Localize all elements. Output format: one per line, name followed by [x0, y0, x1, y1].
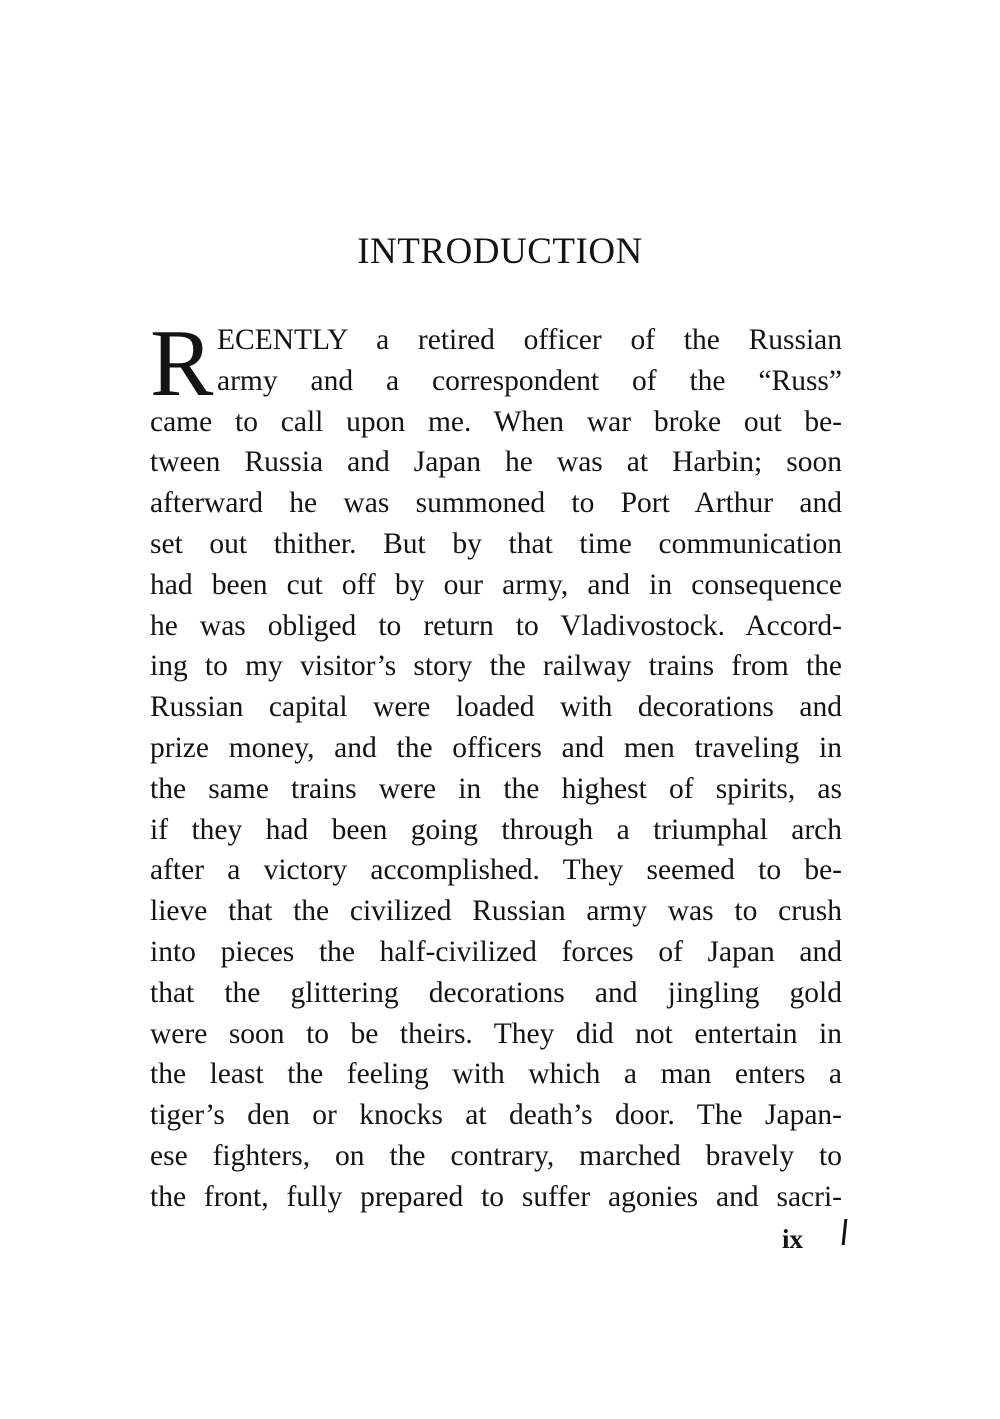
text-line: army and a correspondent of the “Russ” [217, 364, 842, 397]
text-line: ese fighters, on the contrary, marched bravely to [150, 1139, 842, 1172]
text-line: the same trains were in the highest of spirits, as [150, 772, 842, 805]
body-text [150, 310, 842, 1218]
text-line: the least the feeling with which a man enters a [150, 1058, 842, 1091]
text-line: he was obliged to return to Vladivostock. Accord- [150, 609, 842, 642]
text-line: if they had been going through a triumphal arch [150, 813, 842, 846]
page-number: ix [782, 1224, 804, 1254]
text-line: had been cut off by our army, and in consequence [150, 568, 842, 601]
text-line: tiger’s den or knocks at death’s door. The Japan- [150, 1099, 842, 1132]
text-line: into pieces the half-civilized forces of Japan and [150, 935, 842, 968]
text-line: set out thither. But by that time communication [150, 527, 842, 560]
drop-cap: R [150, 310, 214, 416]
text-line: ECENTLY a retired officer of the Russian [217, 324, 842, 356]
text-line: that the glittering decorations and jingling gold [150, 976, 842, 1009]
text-line: came to call upon me. When war broke out be- [150, 405, 842, 438]
text-line: ing to my visitor’s story the railway trains from the [150, 650, 842, 683]
text-line: Russian capital were loaded with decorations and [150, 691, 842, 724]
text-line: prize money, and the officers and men traveling in [150, 731, 842, 764]
margin-mark [842, 1219, 848, 1245]
text-line: after a victory accomplished. They seemed to be- [150, 854, 842, 887]
text-line: the front, fully prepared to suffer agonies and sacri- [150, 1180, 842, 1213]
text-line: afterward he was summoned to Port Arthur and [150, 487, 842, 520]
text-line: lieve that the civilized Russian army was to crush [150, 895, 842, 928]
text-line: were soon to be theirs. They did not entertain in [150, 1017, 842, 1050]
text-line: tween Russia and Japan he was at Harbin; soon [150, 446, 842, 479]
page-title: INTRODUCTION [357, 231, 643, 272]
